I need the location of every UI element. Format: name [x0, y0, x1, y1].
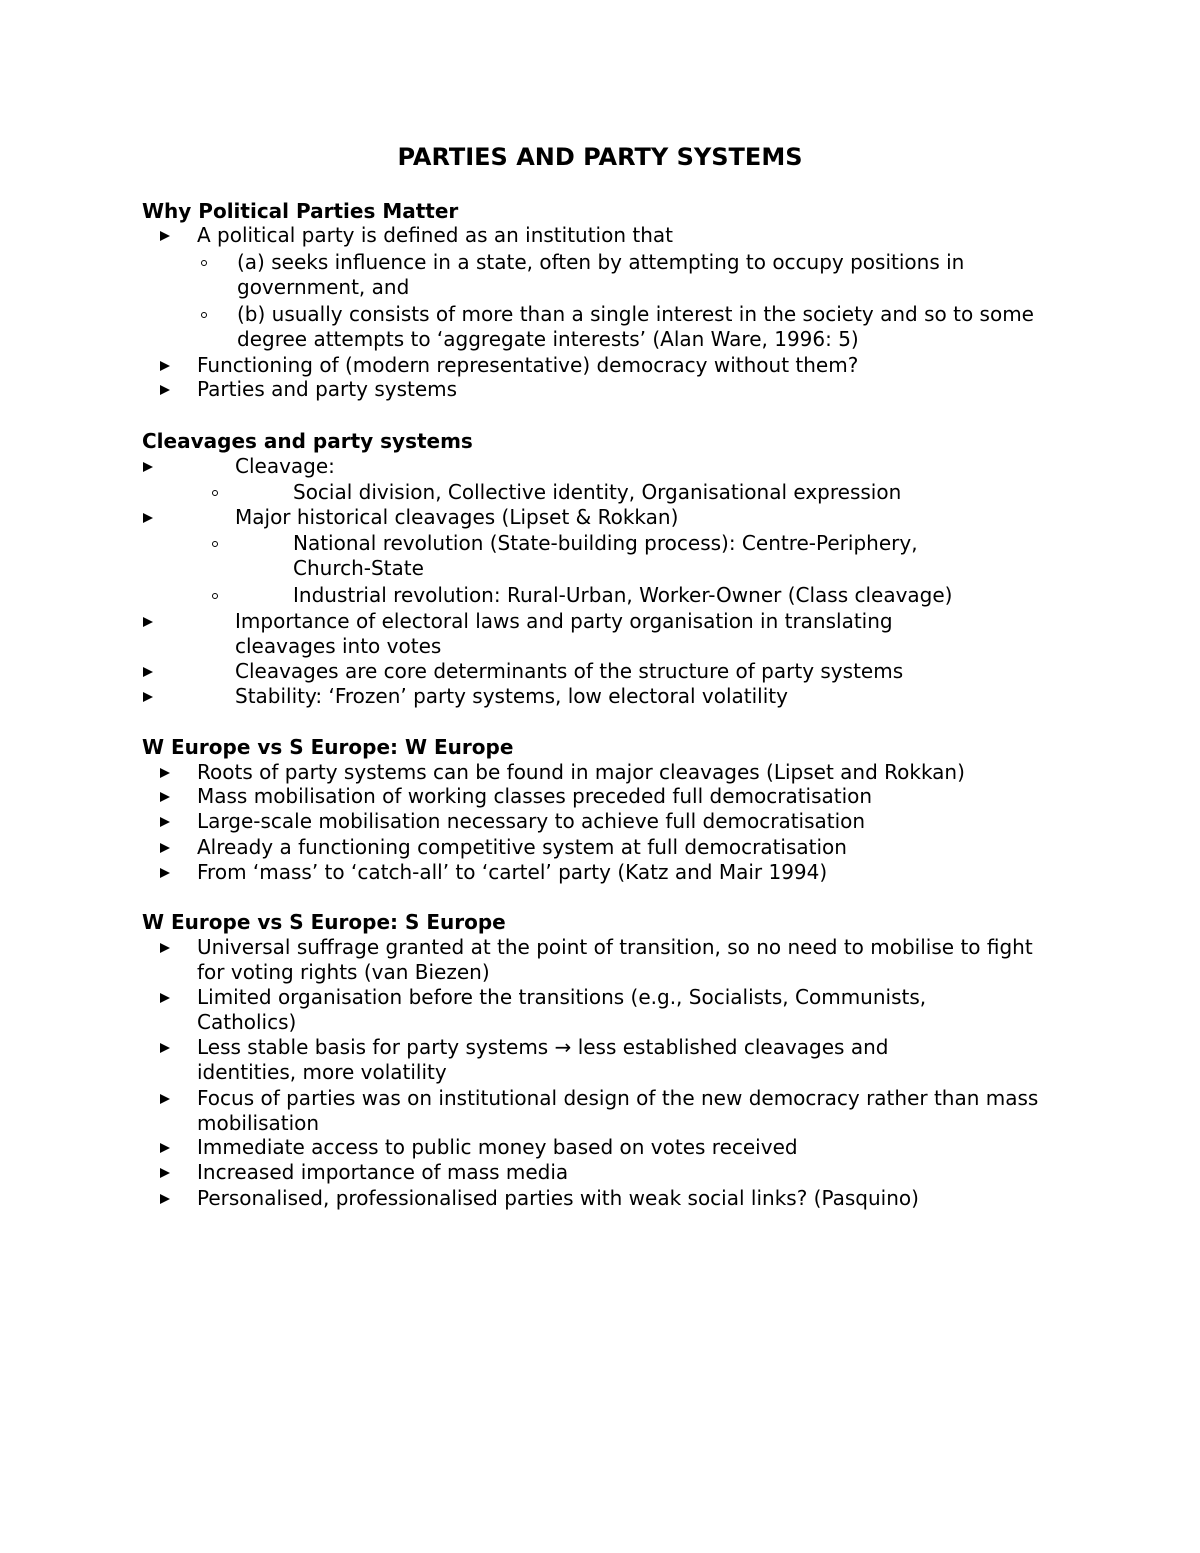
- list-item: [143, 454, 1060, 479]
- list-item: [160, 1086, 1060, 1136]
- list-item: [160, 835, 1060, 860]
- list-item: [160, 1035, 1060, 1085]
- triangle-bullet-icon: [160, 943, 170, 953]
- list-item: [160, 760, 1060, 785]
- list-item-text: Increased importance of mass media: [197, 1160, 569, 1184]
- list-item: [143, 659, 1060, 684]
- triangle-bullet-icon: [160, 1168, 170, 1178]
- list-item-text: From ‘mass’ to ‘catch-all’ to ‘cartel’ party (Katz and Mair 1994): [197, 860, 828, 884]
- list-item-text: Social division, Collective identity, Organisational expression: [293, 480, 902, 504]
- section-heading: W Europe vs S Europe: W Europe: [142, 735, 514, 759]
- triangle-bullet-icon: [160, 1094, 170, 1104]
- section-heading: Cleavages and party systems: [142, 429, 473, 453]
- list-item-text: (b) usually consists of more than a single interest in the society and so to some degree attempts to ‘aggregate interests’ (Alan Ware, 1996: 5): [237, 302, 1034, 351]
- list-item-text: National revolution (State-building process): Centre-Periphery, Church-State: [293, 531, 918, 580]
- triangle-bullet-icon: [143, 513, 153, 523]
- list-item-text: Focus of parties was on institutional design of the new democracy rather than mass mobilisation: [197, 1086, 1039, 1135]
- triangle-bullet-icon: [160, 1143, 170, 1153]
- list-item-text: (a) seeks influence in a state, often by attempting to occupy positions in government, and: [237, 250, 965, 299]
- triangle-bullet-icon: [160, 231, 170, 241]
- circle-bullet-icon: [201, 260, 207, 266]
- triangle-bullet-icon: [160, 843, 170, 853]
- list-item-text: Universal suffrage granted at the point of transition, so no need to mobilise to fight for voting rights (van Biezen): [197, 935, 1033, 984]
- list-item: [160, 935, 1060, 985]
- list-item: [143, 505, 1060, 530]
- list-item-text: Limited organisation before the transitions (e.g., Socialists, Communists, Catholics): [197, 985, 927, 1034]
- list-item-text: Large-scale mobilisation necessary to achieve full democratisation: [197, 809, 866, 833]
- list-item: [160, 985, 1060, 1035]
- list-item-text: Cleavage:: [235, 454, 335, 478]
- list-item: [160, 860, 1060, 885]
- triangle-bullet-icon: [160, 768, 170, 778]
- list-item-text: Industrial revolution: Rural-Urban, Worker-Owner (Class cleavage): [293, 583, 953, 607]
- circle-bullet-icon: [212, 490, 218, 496]
- list-item: [160, 377, 1060, 402]
- triangle-bullet-icon: [160, 361, 170, 371]
- triangle-bullet-icon: [160, 1043, 170, 1053]
- circle-bullet-icon: [212, 541, 218, 547]
- triangle-bullet-icon: [160, 868, 170, 878]
- list-item: [143, 609, 1060, 659]
- list-item-text: Stability: ‘Frozen’ party systems, low electoral volatility: [235, 684, 788, 708]
- triangle-bullet-icon: [143, 692, 153, 702]
- page-title: PARTIES AND PARTY SYSTEMS: [397, 143, 803, 171]
- list-item: [160, 1160, 1060, 1185]
- triangle-bullet-icon: [143, 617, 153, 627]
- circle-bullet-icon: [201, 312, 207, 318]
- list-item: [160, 223, 1060, 248]
- list-item: [160, 1135, 1060, 1160]
- list-item-text: Functioning of (modern representative) democracy without them?: [197, 353, 859, 377]
- list-item-text: Personalised, professionalised parties with weak social links? (Pasquino): [197, 1186, 919, 1210]
- list-item: [160, 809, 1060, 834]
- list-item-text: Less stable basis for party systems → less established cleavages and identities, more volatility: [197, 1035, 889, 1084]
- list-item-text: Cleavages are core determinants of the structure of party systems: [235, 659, 904, 683]
- triangle-bullet-icon: [143, 462, 153, 472]
- triangle-bullet-icon: [160, 385, 170, 395]
- list-item-text: Immediate access to public money based on votes received: [197, 1135, 798, 1159]
- list-item-text: Importance of electoral laws and party organisation in translating cleavages into votes: [235, 609, 893, 658]
- list-item: [211, 531, 1060, 581]
- list-item-text: Mass mobilisation of working classes preceded full democratisation: [197, 784, 873, 808]
- triangle-bullet-icon: [160, 817, 170, 827]
- list-item: [160, 784, 1060, 809]
- triangle-bullet-icon: [160, 993, 170, 1003]
- list-item-text: Major historical cleavages (Lipset & Rokkan): [235, 505, 679, 529]
- list-item-text: A political party is defined as an institution that: [197, 223, 673, 247]
- list-item-text: Roots of party systems can be found in major cleavages (Lipset and Rokkan): [197, 760, 965, 784]
- section-heading: Why Political Parties Matter: [142, 199, 459, 223]
- triangle-bullet-icon: [160, 792, 170, 802]
- list-item: [211, 480, 1060, 505]
- circle-bullet-icon: [212, 593, 218, 599]
- list-item: [211, 583, 1060, 608]
- list-item: [200, 302, 1060, 352]
- list-item-text: Parties and party systems: [197, 377, 458, 401]
- list-item: [160, 353, 1060, 378]
- list-item: [160, 1186, 1060, 1211]
- list-item: [143, 684, 1060, 709]
- list-item-text: Already a functioning competitive system at full democratisation: [197, 835, 847, 859]
- section-heading: W Europe vs S Europe: S Europe: [142, 910, 506, 934]
- triangle-bullet-icon: [143, 667, 153, 677]
- list-item: [200, 250, 1060, 300]
- triangle-bullet-icon: [160, 1194, 170, 1204]
